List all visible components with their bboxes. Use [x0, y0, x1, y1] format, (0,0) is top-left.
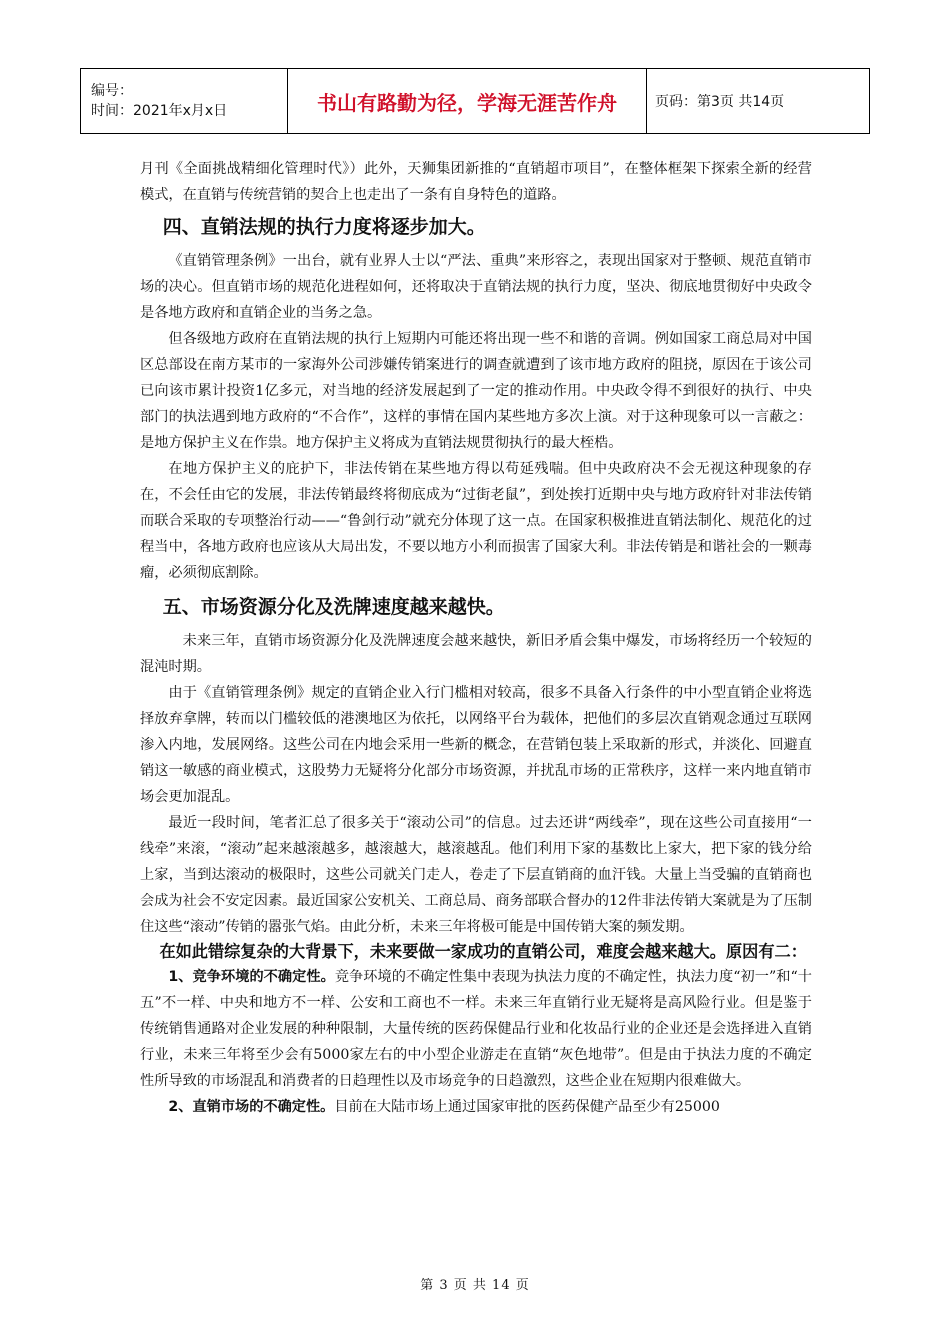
header-table — [80, 68, 870, 134]
reason-1-lead: 1、竞争环境的不确定性。 — [168, 969, 335, 985]
reason-2-lead: 2、直销市场的不确定性。 — [168, 1099, 335, 1115]
section-heading-4: 四、直销法规的执行力度将逐步加大。 — [162, 216, 486, 238]
paragraph: 但各级地方政府在直销法规的执行上短期内可能还将出现一些不和谐的音调。例如国家工商总局对中国区总部设在南方某市的一家海外公司涉嫌传销案进行的调查就遭到了该市地方政府的阻挠，原因在于该公司已向该市累计投资1亿多元，对当地的经济发展起到了一定的推动作用。中央政令得不到很好的执行、中央部门的执法遇到地方政府的“不合作”，这样的事情在国内某些地方多次上演。对于这种现象可以一言蔽之：是地方保护主义在作祟。地方保护主义将成为直销法规贯彻执行的最大桎梏。 — [140, 331, 812, 451]
header-motto: 书山有路勤为径，学海无涯苦作舟 — [288, 69, 647, 134]
paragraph: 由于《直销管理条例》规定的直销企业入行门槛相对较高，很多不具备入行条件的中小型直销企业将选择放弃拿牌，转而以门槛较低的港澳地区为依托，以网络平台为载体，把他们的多层次直销观念通过互联网渗入内地，发展网络。这些公司在内地会采用一些新的概念，在营销包装上采取新的形式，并淡化、回避直销这一敏感的商业模式，这股势力无疑将分化部分市场资源，并扰乱市场的正常秩序，这样一来内地直销市场会更加混乱。 — [140, 685, 812, 805]
paragraph: 最近一段时间，笔者汇总了很多关于“滚动公司”的信息。过去还讲“两线牵”，现在这些公司直接用“一线牵”来滚，“滚动”起来越滚越多，越滚越大，越滚越乱。他们利用下家的基数比上家大，把下家的钱分给上家，当到达滚动的极限时，这些公司就关门走人，卷走了下层直销商的血汗钱。大量上当受骗的直销商也会成为社会不安定因素。最近国家公安机关、工商总局、商务部联合督办的12件非法传销大案就是为了压制住这些“滚动”传销的嚣张气焰。由此分析，未来三年将极可能是中国传销大案的频发期。 — [140, 815, 812, 935]
header-meta-cell — [81, 69, 288, 134]
document-body — [140, 156, 812, 1120]
paragraph-reason-1 — [140, 964, 812, 1094]
section-heading-5: 五、市场资源分化及洗牌速度越来越快。 — [162, 596, 505, 618]
reason-1-text: 竞争环境的不确定性集中表现为执法力度的不确定性，执法力度“初一”和“十五”不一样、中央和地方不一样、公安和工商也不一样。未来三年直销行业无疑将是高风险行业。但是鉴于传统销售通路对企业发展的种种限制，大量传统的医药保健品行业和化妆品行业的企业还是会选择进入直销行业，未来三年将至少会有5000家左右的中小型企业游走在直销“灰色地带”。但是由于执法力度的不确定性所导致的市场混乱和消费者的日趋理性以及市场竞争的日趋激烈，这些企业在短期内很难做大。 — [140, 969, 812, 1089]
paragraph: 在地方保护主义的庇护下，非法传销在某些地方得以苟延残喘。但中央政府决不会无视这种现象的存在，不会任由它的发展，非法传销最终将彻底成为“过街老鼠”，到处挨打近期中央与地方政府针对非法传销而联合采取的专项整治行动——“鲁剑行动”就充分体现了这一点。在国家积极推进直销法制化、规范化的过程当中，各地方政府也应该从大局出发，不要以地方小利而损害了国家大利。非法传销是和谐社会的一颗毒瘤，必须彻底割除。 — [140, 461, 812, 581]
page-footer: 第 3 页 共 14 页 — [420, 1278, 530, 1293]
paragraph-continued: 月刊《全面挑战精细化管理时代》）此外，天狮集团新推的“直销超市项目”，在整体框架下探索全新的经营模式，在直销与传统营销的契合上也走出了一条有自身特色的道路。 — [140, 161, 812, 203]
paragraph: 未来三年，直销市场资源分化及洗牌速度会越来越快，新旧矛盾会集中爆发，市场将经历一个较短的混沌时期。 — [140, 633, 812, 675]
document-date: 时间：2021年x月x日 — [91, 103, 228, 119]
document-number-label: 编号： — [91, 83, 133, 99]
paragraph: 《直销管理条例》一出台，就有业界人士以“严法、重典”来形容之，表现出国家对于整顿、规范直销市场的决心。但直销市场的规范化进程如何，还将取决于直销法规的执行力度，坚决、彻底地贯彻好中央政令是各地方政府和直销企业的当务之急。 — [140, 253, 812, 321]
header-page-info: 页码：第3页 共14页 — [647, 69, 870, 134]
bold-summary-paragraph: 在如此错综复杂的大背景下，未来要做一家成功的直销公司，难度会越来越大。原因有二： — [159, 942, 807, 961]
paragraph-reason-2 — [140, 1094, 812, 1120]
reason-2-text: 目前在大陆市场上通过国家审批的医药保健产品至少有25000 — [334, 1099, 720, 1115]
